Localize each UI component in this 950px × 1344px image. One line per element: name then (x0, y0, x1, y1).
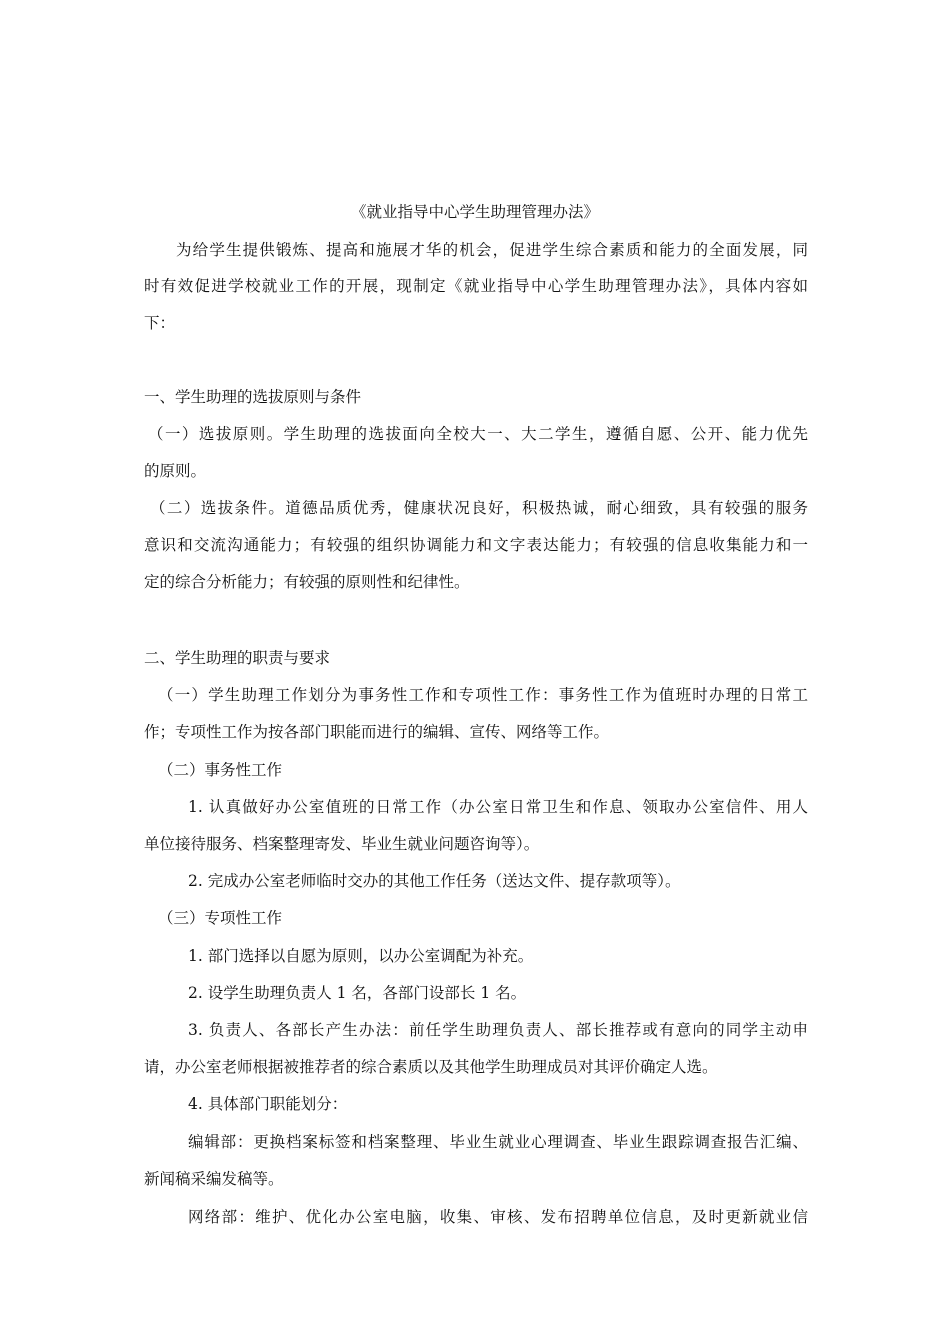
intro-line-3: 下： (144, 314, 176, 332)
section2-item3-point3-line-2: 请，办公室老师根据被推荐者的综合素质以及其他学生助理成员对其评价确定人选。 (144, 1058, 718, 1076)
section1-item2-line-1: （二）选拔条件。道德品质优秀，健康状况良好，积极热诚，耐心细致，具有较强的服务 (150, 499, 808, 517)
section1-item2-line-3: 定的综合分析能力；有较强的原则性和纪律性。 (144, 573, 470, 591)
intro-line-1: 为给学生提供锻炼、提高和施展才华的机会，促进学生综合素质和能力的全面发展，同 (176, 241, 808, 259)
section2-heading: 二、学生助理的职责与要求 (144, 649, 331, 667)
section2-item1-line-1: （一）学生助理工作划分为事务性工作和专项性工作：事务性工作为值班时办理的日常工 (158, 686, 808, 704)
section2-item3-point3-line-1: 3. 负责人、各部长产生办法：前任学生助理负责人、部长推荐或有意向的同学主动申 (188, 1021, 808, 1039)
section2-item2-point2: 2. 完成办公室老师临时交办的其他工作任务（送达文件、提存款项等）。 (188, 872, 681, 890)
section1-item1-line-1: （一）选拔原则。学生助理的选拔面向全校大一、大二学生，遵循自愿、公开、能力优先 (148, 425, 808, 443)
section2-item2-point1-line-1: 1. 认真做好办公室值班的日常工作（办公室日常卫生和作息、领取办公室信件、用人 (188, 798, 808, 816)
section2-item1-line-2: 作；专项性工作为按各部门职能而进行的编辑、宣传、网络等工作。 (144, 723, 610, 741)
section2-item3-heading: （三）专项性工作 (158, 909, 283, 927)
section2-item3-point2: 2. 设学生助理负责人 1 名，各部门设部长 1 名。 (188, 984, 527, 1002)
dept-network-line-1: 网络部：维护、优化办公室电脑，收集、审核、发布招聘单位信息，及时更新就业信 (188, 1208, 808, 1226)
intro-line-2: 时有效促进学校就业工作的开展，现制定《就业指导中心学生助理管理办法》，具体内容如 (144, 277, 808, 295)
section1-item2-line-2: 意识和交流沟通能力；有较强的组织协调能力和文字表达能力；有较强的信息收集能力和一 (144, 536, 808, 554)
dept-edit-line-1: 编辑部：更换档案标签和档案整理、毕业生就业心理调查、毕业生跟踪调查报告汇编、 (188, 1133, 808, 1151)
section1-item1-line-2: 的原则。 (144, 462, 207, 480)
section2-item2-heading: （二）事务性工作 (158, 761, 283, 779)
section2-item3-point4: 4. 具体部门职能划分： (188, 1095, 348, 1113)
dept-edit-line-2: 新闻稿采编发稿等。 (144, 1170, 284, 1188)
document-title: 《就业指导中心学生助理管理办法》 (350, 203, 599, 221)
section2-item3-point1: 1. 部门选择以自愿为原则，以办公室调配为补充。 (188, 947, 534, 965)
section1-heading: 一、学生助理的选拔原则与条件 (144, 388, 362, 406)
section2-item2-point1-line-2: 单位接待服务、档案整理寄发、毕业生就业问题咨询等）。 (144, 835, 540, 853)
